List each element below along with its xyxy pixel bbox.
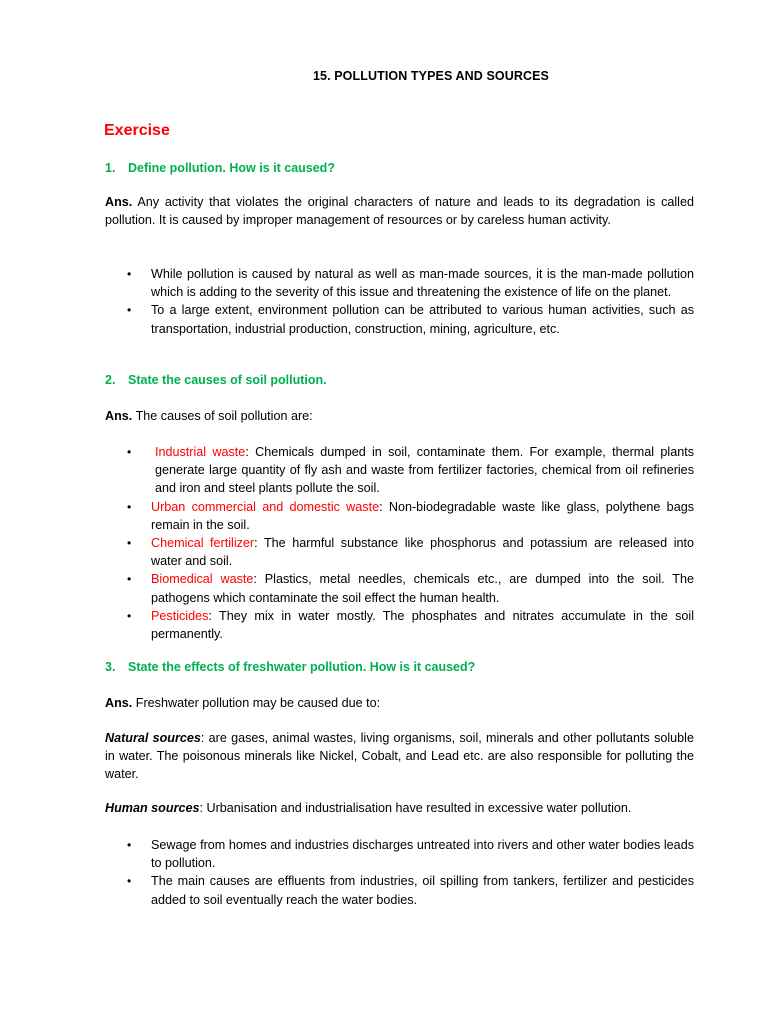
- list-item: • Biomedical waste: Plastics, metal needles, chemicals etc., are dumped into the soil. The pathogens which contaminate the soil effect the human health.: [127, 572, 694, 605]
- answer-2-bullets: [105, 443, 694, 643]
- term: Chemical fertilizer: [151, 536, 255, 551]
- human-sources-text: : Urbanisation and industrialisation have resulted in excessive water pollution.: [199, 801, 632, 815]
- question-number: 3.: [105, 660, 116, 674]
- question-3: [105, 660, 475, 674]
- term: Biomedical waste: [151, 572, 254, 587]
- bullet-icon: •: [127, 499, 132, 514]
- human-sources-label: Human sources: [105, 801, 200, 815]
- answer-3-bullets: [105, 836, 694, 909]
- question-1: [105, 161, 335, 175]
- bullet-icon: •: [127, 445, 132, 459]
- term: Pesticides: [151, 608, 209, 623]
- exercise-heading: Exercise: [104, 122, 170, 139]
- natural-sources-label: Natural sources: [105, 731, 201, 745]
- bullet-icon: •: [127, 874, 132, 889]
- term: Industrial waste: [155, 445, 246, 459]
- answer-text: Freshwater pollution may be caused due to:: [132, 696, 381, 710]
- answer-2: [105, 407, 694, 425]
- list-item: • The main causes are effluents from industries, oil spilling from tankers, fertilizer and pesticides added to soil eventually reach the water bodies.: [127, 874, 694, 907]
- page-title: 15. POLLUTION TYPES AND SOURCES: [312, 69, 549, 83]
- answer-1: [105, 193, 694, 229]
- answer-3: [105, 694, 694, 712]
- bullet-icon: •: [127, 838, 132, 852]
- answer-text: Any activity that violates the original characters of nature and leads to its degradation is called pollution. It is caused by improper management of resources or by careless human activity.: [105, 195, 694, 228]
- human-sources-paragraph: [105, 799, 694, 817]
- answer-text: The causes of soil pollution are:: [132, 409, 313, 423]
- list-item: • While pollution is caused by natural as well as man-made sources, it is the man-made pollution which is adding to the severity of this issue and threatening the existence of life on the planet.: [127, 267, 694, 300]
- bullet-icon: •: [127, 572, 132, 587]
- natural-sources-paragraph: [105, 729, 694, 784]
- question-text: State the effects of freshwater pollution. How is it caused?: [128, 660, 476, 674]
- question-number: 2.: [105, 373, 116, 387]
- term: Urban commercial and domestic waste: [151, 499, 380, 514]
- answer-label: Ans.: [105, 696, 133, 710]
- question-2: [105, 373, 327, 387]
- list-item: • Chemical fertilizer: The harmful substance like phosphorus and potassium are released into water and soil.: [127, 536, 694, 569]
- natural-sources-text: : are gases, animal wastes, living organisms, soil, minerals and other pollutants soluble in water. The poisonous minerals like Nickel, Cobalt, and Lead etc. are also responsible for polluting the water.: [105, 731, 694, 782]
- question-number: 1.: [105, 161, 116, 175]
- question-text: Define pollution. How is it caused?: [128, 161, 335, 175]
- question-text: State the causes of soil pollution.: [128, 373, 327, 387]
- answer-label: Ans.: [105, 409, 133, 423]
- bullet-icon: •: [127, 608, 132, 623]
- list-item: • Urban commercial and domestic waste: Non-biodegradable waste like glass, polythene bags remain in the soil.: [127, 499, 694, 532]
- bullet-icon: •: [127, 267, 132, 281]
- list-item: • Pesticides: They mix in water mostly. The phosphates and nitrates accumulate in the soil permanently.: [127, 608, 694, 642]
- bullet-icon: •: [127, 303, 132, 318]
- list-item: • To a large extent, environment pollution can be attributed to various human activities, such as transportation, industrial production, construction, mining, agriculture, etc.: [127, 303, 694, 336]
- answer-1-bullets: [105, 265, 694, 338]
- list-item: • Sewage from homes and industries discharges untreated into rivers and other water bodies leads to pollution.: [127, 838, 694, 871]
- answer-label: Ans.: [105, 195, 133, 209]
- bullet-icon: •: [127, 536, 132, 551]
- list-item: • Industrial waste: Chemicals dumped in soil, contaminate them. For example, thermal plants generate large quantity of fly ash and waste from fertilizer factories, chemical from oil refineries and iron and steel plants pollute the soil.: [127, 445, 695, 496]
